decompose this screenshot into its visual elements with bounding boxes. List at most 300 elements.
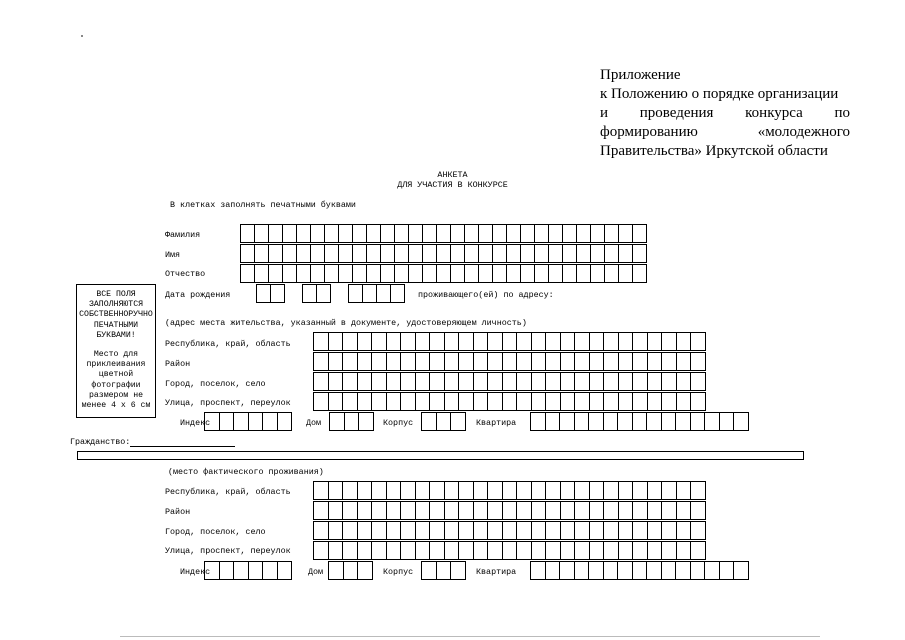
letter-cell[interactable]	[677, 542, 692, 559]
letter-cell[interactable]	[575, 373, 590, 390]
letter-cell[interactable]	[255, 225, 269, 242]
letter-cell[interactable]	[401, 333, 416, 350]
letter-cell[interactable]	[503, 502, 518, 519]
letter-cell[interactable]	[648, 502, 663, 519]
letter-cell[interactable]	[560, 413, 575, 430]
letter-cell[interactable]	[619, 373, 634, 390]
letter-cell[interactable]	[255, 265, 269, 282]
letter-cell[interactable]	[205, 413, 220, 430]
letter-cell[interactable]	[358, 482, 373, 499]
letter-cell[interactable]	[604, 333, 619, 350]
letter-cell[interactable]	[590, 373, 605, 390]
letter-cell[interactable]	[459, 482, 474, 499]
letter-cell[interactable]	[325, 245, 339, 262]
letter-cell[interactable]	[422, 413, 437, 430]
letter-cell[interactable]	[577, 265, 591, 282]
letter-cell[interactable]	[507, 245, 521, 262]
letter-cell[interactable]	[677, 393, 692, 410]
letter-cell[interactable]	[677, 522, 692, 539]
letter-cell[interactable]	[358, 373, 373, 390]
letter-cell[interactable]	[677, 353, 692, 370]
letter-cell[interactable]	[648, 522, 663, 539]
letter-cell[interactable]	[445, 353, 460, 370]
letter-cell[interactable]	[619, 225, 633, 242]
letter-cell[interactable]	[503, 353, 518, 370]
letter-cell[interactable]	[430, 502, 445, 519]
letter-cell[interactable]	[445, 333, 460, 350]
letter-cell[interactable]	[387, 393, 402, 410]
letter-cell[interactable]	[633, 225, 647, 242]
letter-cell[interactable]	[343, 333, 358, 350]
letter-cell[interactable]	[648, 373, 663, 390]
letter-cell[interactable]	[372, 482, 387, 499]
letter-cell[interactable]	[269, 225, 283, 242]
letter-cell[interactable]	[590, 522, 605, 539]
letter-cell[interactable]	[604, 562, 619, 579]
letter-cell[interactable]	[546, 393, 561, 410]
letter-cell[interactable]	[633, 413, 648, 430]
letter-cell[interactable]	[263, 413, 278, 430]
letter-cell[interactable]	[546, 333, 561, 350]
letter-cell[interactable]	[343, 542, 358, 559]
letter-cell[interactable]	[358, 393, 373, 410]
letter-cell[interactable]	[451, 225, 465, 242]
letter-cell[interactable]	[381, 245, 395, 262]
letter-cell[interactable]	[546, 562, 561, 579]
letter-cell[interactable]	[314, 333, 329, 350]
street-cells[interactable]	[313, 541, 706, 560]
letter-cell[interactable]	[619, 333, 634, 350]
letter-cell[interactable]	[648, 333, 663, 350]
letter-cell[interactable]	[401, 542, 416, 559]
letter-cell[interactable]	[343, 353, 358, 370]
letter-cell[interactable]	[691, 562, 706, 579]
letter-cell[interactable]	[401, 373, 416, 390]
letter-cell[interactable]	[575, 393, 590, 410]
letter-cell[interactable]	[241, 265, 255, 282]
letter-cell[interactable]	[493, 225, 507, 242]
birth-day-cells[interactable]	[256, 284, 285, 303]
letter-cell[interactable]	[314, 522, 329, 539]
letter-cell[interactable]	[493, 265, 507, 282]
letter-cell[interactable]	[521, 225, 535, 242]
letter-cell[interactable]	[488, 542, 503, 559]
letter-cell[interactable]	[387, 502, 402, 519]
letter-cell[interactable]	[619, 393, 634, 410]
letter-cell[interactable]	[662, 562, 677, 579]
letter-cell[interactable]	[303, 285, 317, 302]
letter-cell[interactable]	[423, 265, 437, 282]
letter-cell[interactable]	[546, 502, 561, 519]
letter-cell[interactable]	[479, 265, 493, 282]
letter-cell[interactable]	[488, 353, 503, 370]
letter-cell[interactable]	[297, 225, 311, 242]
letter-cell[interactable]	[691, 353, 706, 370]
letter-cell[interactable]	[395, 265, 409, 282]
letter-cell[interactable]	[416, 482, 431, 499]
letter-cell[interactable]	[633, 562, 648, 579]
letter-cell[interactable]	[604, 502, 619, 519]
letter-cell[interactable]	[459, 522, 474, 539]
letter-cell[interactable]	[705, 413, 720, 430]
letter-cell[interactable]	[409, 225, 423, 242]
letter-cell[interactable]	[662, 373, 677, 390]
letter-cell[interactable]	[387, 353, 402, 370]
region-cells[interactable]	[313, 332, 706, 351]
letter-cell[interactable]	[648, 542, 663, 559]
letter-cell[interactable]	[459, 333, 474, 350]
letter-cell[interactable]	[367, 225, 381, 242]
building-cells[interactable]	[421, 412, 466, 431]
letter-cell[interactable]	[647, 413, 662, 430]
letter-cell[interactable]	[619, 502, 634, 519]
letter-cell[interactable]	[691, 413, 706, 430]
letter-cell[interactable]	[575, 353, 590, 370]
letter-cell[interactable]	[474, 353, 489, 370]
letter-cell[interactable]	[465, 265, 479, 282]
letter-cell[interactable]	[561, 373, 576, 390]
house-cells[interactable]	[328, 561, 373, 580]
letter-cell[interactable]	[445, 482, 460, 499]
letter-cell[interactable]	[561, 393, 576, 410]
letter-cell[interactable]	[339, 265, 353, 282]
letter-cell[interactable]	[677, 333, 692, 350]
letter-cell[interactable]	[590, 542, 605, 559]
letter-cell[interactable]	[619, 542, 634, 559]
letter-cell[interactable]	[372, 542, 387, 559]
letter-cell[interactable]	[561, 353, 576, 370]
letter-cell[interactable]	[314, 393, 329, 410]
letter-cell[interactable]	[575, 522, 590, 539]
letter-cell[interactable]	[372, 333, 387, 350]
letter-cell[interactable]	[358, 353, 373, 370]
letter-cell[interactable]	[507, 265, 521, 282]
letter-cell[interactable]	[604, 393, 619, 410]
letter-cell[interactable]	[283, 225, 297, 242]
letter-cell[interactable]	[372, 522, 387, 539]
letter-cell[interactable]	[339, 245, 353, 262]
letter-cell[interactable]	[416, 542, 431, 559]
letter-cell[interactable]	[283, 265, 297, 282]
letter-cell[interactable]	[633, 482, 648, 499]
letter-cell[interactable]	[430, 522, 445, 539]
letter-cell[interactable]	[459, 353, 474, 370]
letter-cell[interactable]	[647, 562, 662, 579]
letter-cell[interactable]	[437, 245, 451, 262]
letter-cell[interactable]	[604, 353, 619, 370]
letter-cell[interactable]	[358, 333, 373, 350]
letter-cell[interactable]	[677, 482, 692, 499]
letter-cell[interactable]	[575, 413, 590, 430]
letter-cell[interactable]	[488, 393, 503, 410]
letter-cell[interactable]	[445, 522, 460, 539]
district-cells[interactable]	[313, 352, 706, 371]
letter-cell[interactable]	[317, 285, 331, 302]
letter-cell[interactable]	[358, 542, 373, 559]
letter-cell[interactable]	[488, 522, 503, 539]
letter-cell[interactable]	[459, 373, 474, 390]
letter-cell[interactable]	[430, 542, 445, 559]
letter-cell[interactable]	[691, 542, 706, 559]
letter-cell[interactable]	[563, 225, 577, 242]
letter-cell[interactable]	[535, 225, 549, 242]
letter-cell[interactable]	[691, 373, 706, 390]
letter-cell[interactable]	[474, 542, 489, 559]
letter-cell[interactable]	[367, 265, 381, 282]
letter-cell[interactable]	[517, 502, 532, 519]
letter-cell[interactable]	[339, 225, 353, 242]
letter-cell[interactable]	[521, 245, 535, 262]
letter-cell[interactable]	[372, 502, 387, 519]
letter-cell[interactable]	[549, 245, 563, 262]
letter-cell[interactable]	[662, 393, 677, 410]
letter-cell[interactable]	[633, 542, 648, 559]
letter-cell[interactable]	[220, 562, 235, 579]
letter-cell[interactable]	[590, 333, 605, 350]
letter-cell[interactable]	[330, 413, 345, 430]
letter-cell[interactable]	[430, 482, 445, 499]
letter-cell[interactable]	[590, 482, 605, 499]
index-cells[interactable]	[204, 412, 292, 431]
letter-cell[interactable]	[517, 522, 532, 539]
letter-cell[interactable]	[241, 225, 255, 242]
letter-cell[interactable]	[575, 333, 590, 350]
letter-cell[interactable]	[633, 522, 648, 539]
letter-cell[interactable]	[474, 393, 489, 410]
letter-cell[interactable]	[283, 245, 297, 262]
letter-cell[interactable]	[479, 245, 493, 262]
letter-cell[interactable]	[677, 502, 692, 519]
letter-cell[interactable]	[353, 225, 367, 242]
letter-cell[interactable]	[590, 353, 605, 370]
letter-cell[interactable]	[532, 333, 547, 350]
letter-cell[interactable]	[416, 333, 431, 350]
letter-cell[interactable]	[269, 265, 283, 282]
letter-cell[interactable]	[314, 373, 329, 390]
letter-cell[interactable]	[662, 353, 677, 370]
letter-cell[interactable]	[278, 413, 293, 430]
letter-cell[interactable]	[633, 393, 648, 410]
letter-cell[interactable]	[517, 482, 532, 499]
letter-cell[interactable]	[377, 285, 391, 302]
letter-cell[interactable]	[575, 562, 590, 579]
letter-cell[interactable]	[314, 502, 329, 519]
letter-cell[interactable]	[451, 562, 466, 579]
letter-cell[interactable]	[532, 373, 547, 390]
letter-cell[interactable]	[459, 393, 474, 410]
letter-cell[interactable]	[591, 245, 605, 262]
letter-cell[interactable]	[503, 373, 518, 390]
letter-cell[interactable]	[423, 225, 437, 242]
letter-cell[interactable]	[329, 522, 344, 539]
letter-cell[interactable]	[314, 353, 329, 370]
letter-cell[interactable]	[234, 413, 249, 430]
surname-cells[interactable]	[240, 224, 647, 243]
letter-cell[interactable]	[546, 353, 561, 370]
letter-cell[interactable]	[344, 562, 359, 579]
letter-cell[interactable]	[387, 542, 402, 559]
letter-cell[interactable]	[465, 245, 479, 262]
letter-cell[interactable]	[589, 562, 604, 579]
letter-cell[interactable]	[521, 265, 535, 282]
letter-cell[interactable]	[363, 285, 377, 302]
letter-cell[interactable]	[451, 413, 466, 430]
letter-cell[interactable]	[416, 373, 431, 390]
letter-cell[interactable]	[269, 245, 283, 262]
name-cells[interactable]	[240, 244, 647, 263]
letter-cell[interactable]	[372, 393, 387, 410]
letter-cell[interactable]	[677, 373, 692, 390]
letter-cell[interactable]	[532, 502, 547, 519]
letter-cell[interactable]	[465, 225, 479, 242]
letter-cell[interactable]	[517, 373, 532, 390]
citizenship-line[interactable]	[130, 438, 235, 447]
letter-cell[interactable]	[691, 502, 706, 519]
letter-cell[interactable]	[633, 373, 648, 390]
letter-cell[interactable]	[395, 225, 409, 242]
letter-cell[interactable]	[604, 413, 619, 430]
letter-cell[interactable]	[662, 522, 677, 539]
letter-cell[interactable]	[605, 225, 619, 242]
letter-cell[interactable]	[503, 393, 518, 410]
letter-cell[interactable]	[531, 562, 546, 579]
letter-cell[interactable]	[705, 562, 720, 579]
letter-cell[interactable]	[532, 522, 547, 539]
letter-cell[interactable]	[459, 542, 474, 559]
letter-cell[interactable]	[445, 542, 460, 559]
letter-cell[interactable]	[325, 265, 339, 282]
region-cells[interactable]	[313, 481, 706, 500]
letter-cell[interactable]	[329, 353, 344, 370]
letter-cell[interactable]	[546, 413, 561, 430]
letter-cell[interactable]	[343, 522, 358, 539]
letter-cell[interactable]	[648, 393, 663, 410]
letter-cell[interactable]	[618, 562, 633, 579]
letter-cell[interactable]	[459, 502, 474, 519]
letter-cell[interactable]	[503, 482, 518, 499]
letter-cell[interactable]	[589, 413, 604, 430]
letter-cell[interactable]	[575, 482, 590, 499]
letter-cell[interactable]	[691, 482, 706, 499]
letter-cell[interactable]	[532, 353, 547, 370]
letter-cell[interactable]	[561, 542, 576, 559]
letter-cell[interactable]	[367, 245, 381, 262]
letter-cell[interactable]	[493, 245, 507, 262]
letter-cell[interactable]	[416, 522, 431, 539]
letter-cell[interactable]	[372, 353, 387, 370]
letter-cell[interactable]	[633, 245, 647, 262]
letter-cell[interactable]	[604, 522, 619, 539]
letter-cell[interactable]	[604, 482, 619, 499]
letter-cell[interactable]	[437, 265, 451, 282]
letter-cell[interactable]	[575, 502, 590, 519]
letter-cell[interactable]	[401, 393, 416, 410]
letter-cell[interactable]	[549, 225, 563, 242]
letter-cell[interactable]	[387, 522, 402, 539]
letter-cell[interactable]	[311, 225, 325, 242]
letter-cell[interactable]	[249, 413, 264, 430]
city-cells[interactable]	[313, 372, 706, 391]
letter-cell[interactable]	[249, 562, 264, 579]
letter-cell[interactable]	[546, 373, 561, 390]
index-cells[interactable]	[204, 561, 292, 580]
letter-cell[interactable]	[297, 265, 311, 282]
letter-cell[interactable]	[577, 245, 591, 262]
letter-cell[interactable]	[605, 245, 619, 262]
letter-cell[interactable]	[619, 265, 633, 282]
letter-cell[interactable]	[278, 562, 293, 579]
letter-cell[interactable]	[343, 373, 358, 390]
letter-cell[interactable]	[474, 482, 489, 499]
letter-cell[interactable]	[633, 353, 648, 370]
letter-cell[interactable]	[563, 265, 577, 282]
letter-cell[interactable]	[561, 502, 576, 519]
letter-cell[interactable]	[561, 482, 576, 499]
letter-cell[interactable]	[662, 502, 677, 519]
letter-cell[interactable]	[329, 562, 344, 579]
letter-cell[interactable]	[329, 373, 344, 390]
letter-cell[interactable]	[503, 542, 518, 559]
city-cells[interactable]	[313, 521, 706, 540]
letter-cell[interactable]	[395, 245, 409, 262]
letter-cell[interactable]	[345, 413, 360, 430]
letter-cell[interactable]	[358, 522, 373, 539]
letter-cell[interactable]	[329, 542, 344, 559]
letter-cell[interactable]	[391, 285, 405, 302]
letter-cell[interactable]	[604, 373, 619, 390]
letter-cell[interactable]	[387, 373, 402, 390]
letter-cell[interactable]	[619, 482, 634, 499]
letter-cell[interactable]	[349, 285, 363, 302]
letter-cell[interactable]	[416, 353, 431, 370]
letter-cell[interactable]	[619, 353, 634, 370]
letter-cell[interactable]	[329, 333, 344, 350]
letter-cell[interactable]	[618, 413, 633, 430]
letter-cell[interactable]	[474, 373, 489, 390]
letter-cell[interactable]	[549, 265, 563, 282]
house-cells[interactable]	[329, 412, 374, 431]
letter-cell[interactable]	[297, 245, 311, 262]
letter-cell[interactable]	[604, 542, 619, 559]
letter-cell[interactable]	[358, 562, 373, 579]
letter-cell[interactable]	[503, 522, 518, 539]
letter-cell[interactable]	[605, 265, 619, 282]
letter-cell[interactable]	[474, 333, 489, 350]
letter-cell[interactable]	[633, 265, 647, 282]
letter-cell[interactable]	[532, 542, 547, 559]
birth-year-cells[interactable]	[348, 284, 405, 303]
letter-cell[interactable]	[474, 522, 489, 539]
letter-cell[interactable]	[329, 393, 344, 410]
letter-cell[interactable]	[311, 265, 325, 282]
letter-cell[interactable]	[676, 413, 691, 430]
letter-cell[interactable]	[546, 482, 561, 499]
letter-cell[interactable]	[423, 245, 437, 262]
letter-cell[interactable]	[720, 562, 735, 579]
letter-cell[interactable]	[517, 393, 532, 410]
letter-cell[interactable]	[422, 562, 437, 579]
letter-cell[interactable]	[691, 333, 706, 350]
letter-cell[interactable]	[633, 333, 648, 350]
letter-cell[interactable]	[561, 522, 576, 539]
letter-cell[interactable]	[531, 413, 546, 430]
letter-cell[interactable]	[401, 502, 416, 519]
letter-cell[interactable]	[343, 502, 358, 519]
letter-cell[interactable]	[546, 522, 561, 539]
building-cells[interactable]	[421, 561, 466, 580]
letter-cell[interactable]	[591, 265, 605, 282]
letter-cell[interactable]	[691, 522, 706, 539]
